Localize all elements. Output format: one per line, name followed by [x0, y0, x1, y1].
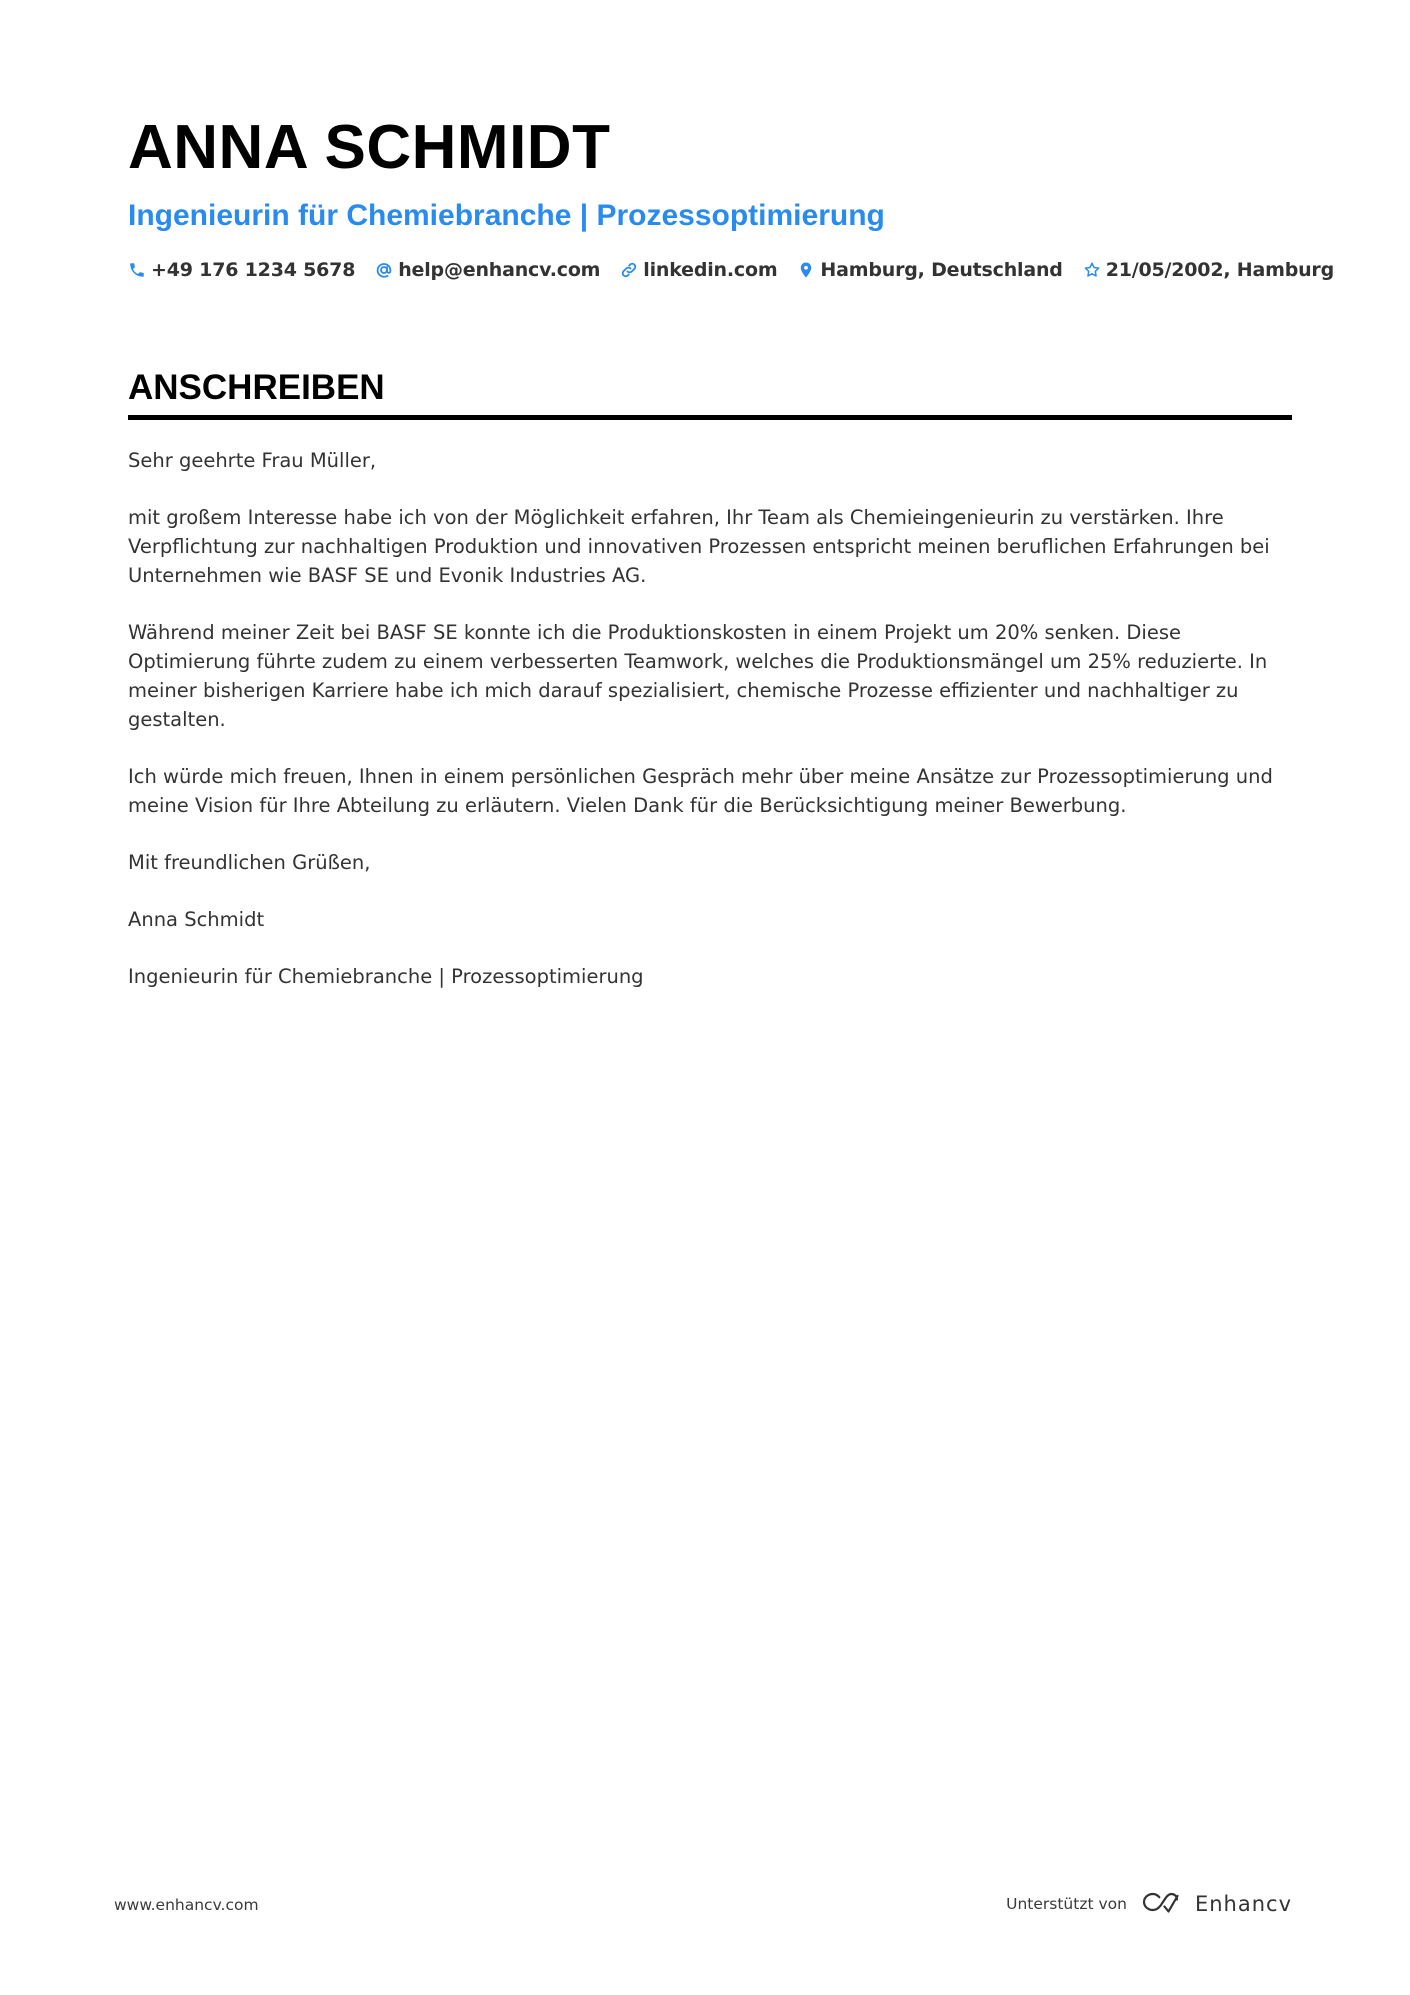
- letter-paragraph-3: Ich würde mich freuen, Ihnen in einem persönlichen Gespräch mehr über meine Ansätze zur Prozessoptimierung und meine Vision für Ihre Abteilung zu erläutern. Vielen Dank für die Berücksichtigung meiner Bewerbung.: [128, 765, 1273, 817]
- contact-linkedin[interactable]: [620, 259, 777, 281]
- candidate-name: ANNA SCHMIDT: [128, 113, 611, 182]
- phone-icon: [128, 261, 146, 279]
- letter-signature-name: Anna Schmidt: [128, 908, 265, 931]
- contact-linkedin-text[interactable]: linkedin.com: [643, 259, 778, 281]
- contact-birth-text: 21/05/2002, Hamburg: [1105, 259, 1334, 281]
- header: [128, 108, 1334, 286]
- section-title: ANSCHREIBEN: [128, 368, 385, 407]
- contact-location-text: Hamburg, Deutschland: [820, 259, 1063, 281]
- footer-website[interactable]: www.enhancv.com: [114, 1896, 259, 1914]
- footer-branding: [1006, 1888, 1292, 1920]
- section-divider: [128, 415, 1292, 420]
- letter-closing: Mit freundlichen Grüßen,: [128, 851, 371, 874]
- contact-birth: [1083, 259, 1334, 281]
- contact-email[interactable]: [375, 259, 600, 281]
- contact-phone: [128, 259, 355, 281]
- location-pin-icon: [797, 261, 815, 279]
- footer-powered-by: Unterstützt von: [1006, 1895, 1127, 1913]
- contact-bar: [128, 254, 1334, 286]
- letter-signature-title: Ingenieurin für Chemiebranche | Prozessoptimierung: [128, 965, 644, 988]
- at-icon: [375, 261, 393, 279]
- cover-letter-section: [128, 365, 1292, 1019]
- enhancv-logo-icon: [1139, 1888, 1195, 1920]
- contact-email-text[interactable]: help@enhancv.com: [398, 259, 601, 281]
- link-icon: [620, 261, 638, 279]
- star-icon: [1083, 261, 1101, 279]
- footer-brand-name: Enhancv: [1194, 1892, 1292, 1916]
- candidate-title: Ingenieurin für Chemiebranche | Prozessoptimierung: [128, 199, 885, 232]
- letter-salutation: Sehr geehrte Frau Müller,: [128, 449, 377, 472]
- contact-phone-text: +49 176 1234 5678: [151, 259, 356, 281]
- letter-paragraph-2: Während meiner Zeit bei BASF SE konnte ich die Produktionskosten in einem Projekt um 20% senken. Diese Optimierung führte zudem zu einem verbesserten Teamwork, welches die Produktionsmängel um 25% reduzierte. In meiner bisherigen Karriere habe ich mich darauf spezialisiert, chemische Prozesse effizienter und nachhaltiger zu gestalten.: [128, 621, 1268, 731]
- letter-body: [128, 446, 1292, 991]
- contact-location: [797, 259, 1062, 281]
- letter-paragraph-1: mit großem Interesse habe ich von der Möglichkeit erfahren, Ihr Team als Chemieingenieurin zu verstärken. Ihre Verpflichtung zur nachhaltigen Produktion und innovativen Prozessen entspricht meinen beruflichen Erfahrungen bei Unternehmen wie BASF SE und Evonik Industries AG.: [128, 506, 1270, 587]
